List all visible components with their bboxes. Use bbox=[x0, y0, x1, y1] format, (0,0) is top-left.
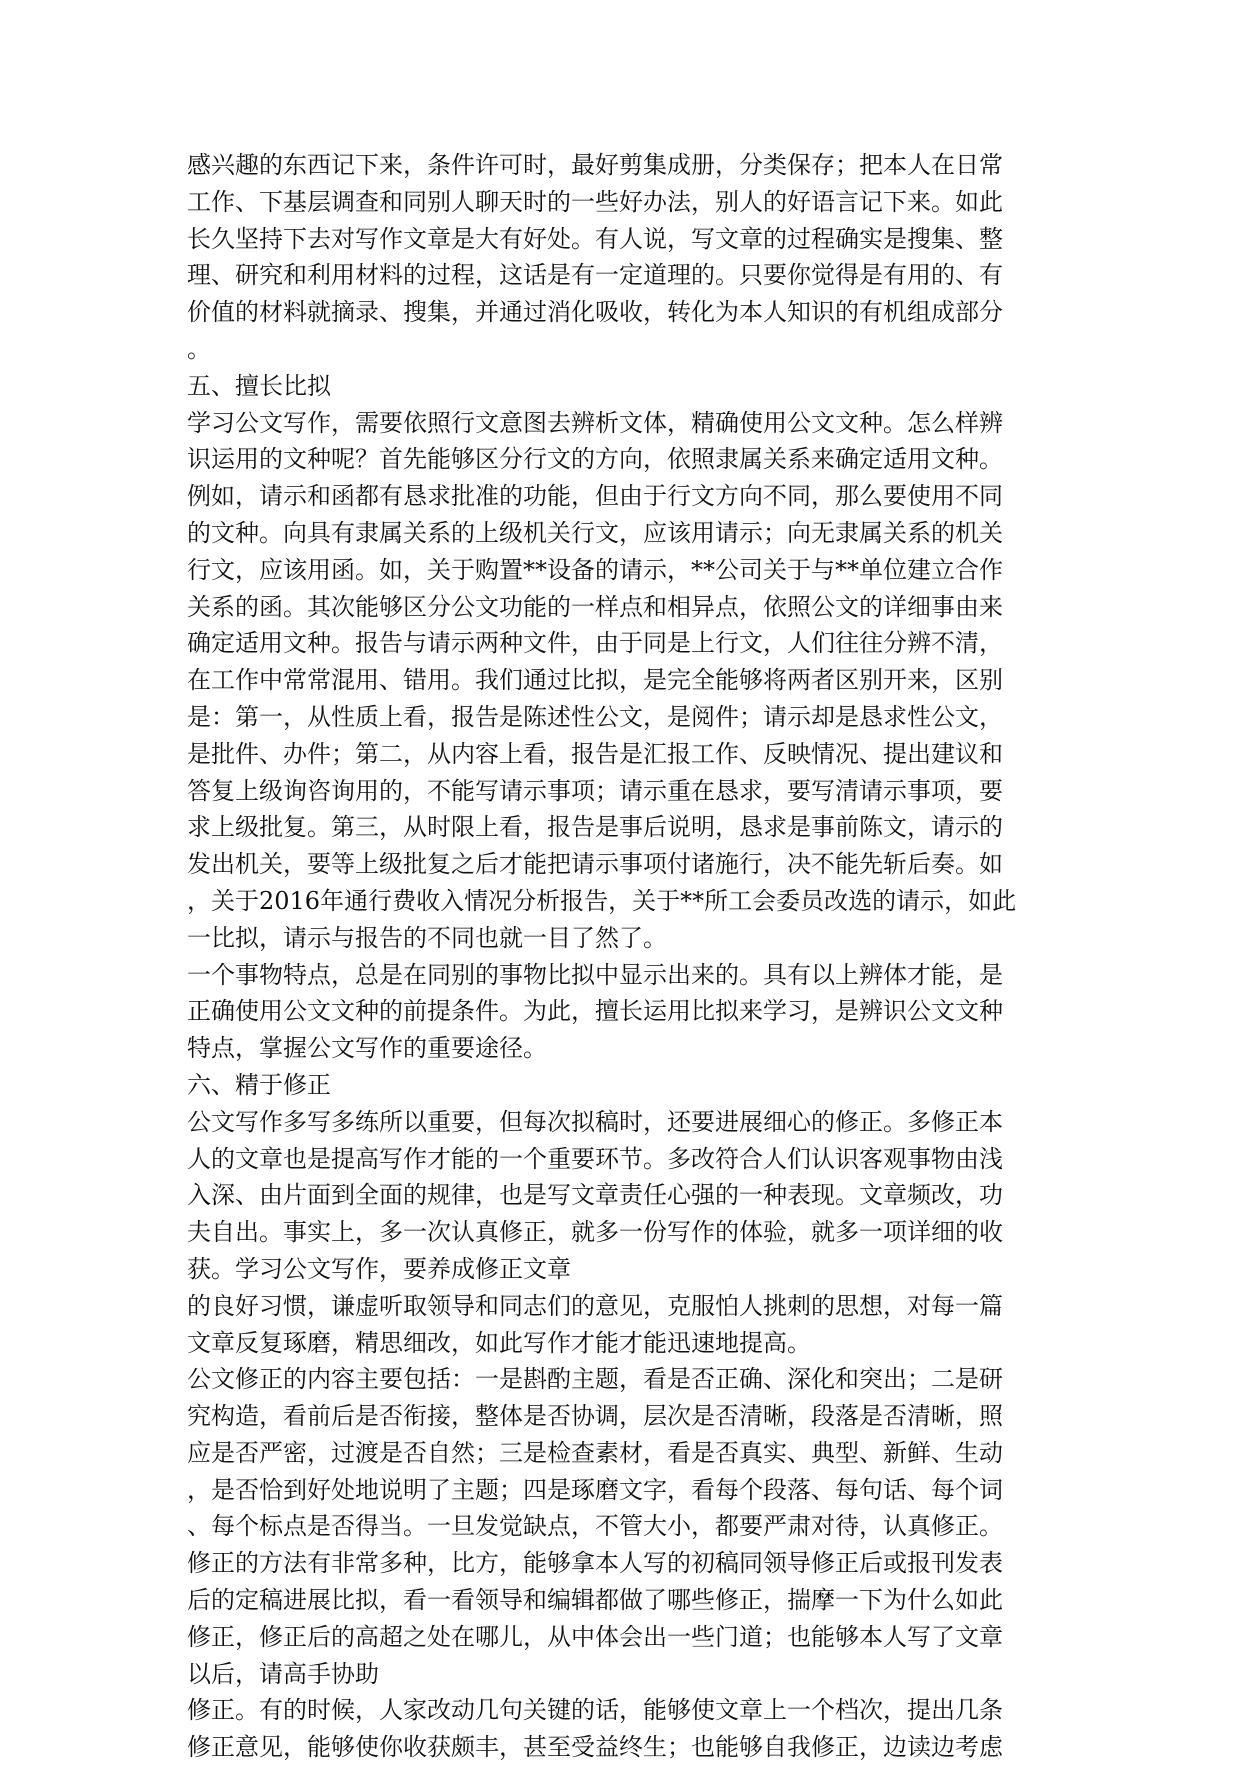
text-line: 修正，修正后的高超之处在哪儿，从中体会出一些门道；也能够本人写了文章 bbox=[187, 1622, 1003, 1651]
text-line: 入深、由片面到全面的规律，也是写文章责任心强的一种表现。文章频改，功 bbox=[187, 1181, 1003, 1210]
text-line: 识运用的文种呢？首先能够区分行文的方向，依照隶属关系来确定适用文种。 bbox=[187, 445, 1003, 474]
text-line: 五、擅长比拟 bbox=[187, 371, 331, 400]
text-line: 正确使用公文文种的前提条件。为此，擅长运用比拟来学习，是辨识公文文种 bbox=[187, 997, 1003, 1026]
text-line: 理、研究和利用材料的过程，这话是有一定道理的。只要你觉得是有用的、有 bbox=[187, 261, 1003, 290]
text-line: 究构造，看前后是否衔接，整体是否协调，层次是否清晰，段落是否清晰，照 bbox=[187, 1402, 1003, 1431]
text-line: 的良好习惯，谦虚听取领导和同志们的意见，克服怕人挑刺的思想，对每一篇 bbox=[187, 1291, 1003, 1320]
text-line: ，是否恰到好处地说明了主题；四是琢磨文字，看每个段落、每句话、每个词 bbox=[187, 1475, 1003, 1504]
text-line: 是批件、办件；第二，从内容上看，报告是汇报工作、反映情况、提出建议和 bbox=[187, 739, 1003, 768]
text-line: 确定适用文种。报告与请示两种文件，由于同是上行文，人们往往分辨不清， bbox=[187, 629, 1003, 658]
text-line: 修正的方法有非常多种，比方，能够拿本人写的初稿同领导修正后或报刊发表 bbox=[187, 1549, 1003, 1578]
text-line: 价值的材料就摘录、搜集，并通过消化吸收，转化为本人知识的有机组成部分 bbox=[187, 298, 1003, 327]
text-line: 、每个标点是否得当。一旦发觉缺点，不管大小，都要严肃对待，认真修正。 bbox=[187, 1512, 1003, 1541]
text-line: 夫自出。事实上，多一次认真修正，就多一份写作的体验，就多一项详细的收 bbox=[187, 1218, 1003, 1247]
text-line: 工作、下基层调查和同别人聊天时的一些好办法，别人的好语言记下来。如此 bbox=[187, 187, 1003, 216]
text-line: 公文修正的内容主要包括：一是斟酌主题，看是否正确、深化和突出；二是研 bbox=[187, 1365, 1003, 1394]
text-line: 长久坚持下去对写作文章是大有好处。有人说，写文章的过程确实是搜集、整 bbox=[187, 224, 1003, 253]
text-line: 应是否严密，过渡是否自然；三是检查素材，看是否真实、典型、新鲜、生动 bbox=[187, 1438, 1003, 1467]
text-line: 求上级批复。第三，从时限上看，报告是事后说明，恳求是事前陈文，请示的 bbox=[187, 813, 1003, 842]
text-line: 。 bbox=[187, 334, 211, 363]
text-line: 答复上级询咨询用的，不能写请示事项；请示重在恳求，要写清请示事项，要 bbox=[187, 776, 1003, 805]
text-line: 的文种。向具有隶属关系的上级机关行文，应该用请示；向无隶属关系的机关 bbox=[187, 518, 1003, 547]
text-line: 一个事物特点，总是在同别的事物比拟中显示出来的。具有以上辨体才能，是 bbox=[187, 960, 1003, 989]
text-line: ，关于2016年通行费收入情况分析报告，关于**所工会委员改选的请示，如此 bbox=[187, 886, 1017, 915]
body-text bbox=[187, 147, 1067, 1766]
text-line: 在工作中常常混用、错用。我们通过比拟，是完全能够将两者区别开来，区别 bbox=[187, 666, 1003, 695]
text-line: 以后，请高手协助 bbox=[187, 1659, 379, 1688]
text-line: 特点，掌握公文写作的重要途径。 bbox=[187, 1034, 547, 1063]
text-line: 后的定稿进展比拟，看一看领导和编辑都做了哪些修正，揣摩一下为什么如此 bbox=[187, 1586, 1003, 1615]
text-line: 修正意见，能够使你收获颇丰，甚至受益终生；也能够自我修正，边读边考虑 bbox=[187, 1733, 1003, 1762]
text-line: 发出机关，要等上级批复之后才能把请示事项付诸施行，决不能先斩后奏。如 bbox=[187, 850, 1003, 879]
text-line: 例如，请示和函都有恳求批准的功能，但由于行文方向不同，那么要使用不同 bbox=[187, 482, 1003, 511]
text-line: 修正。有的时候，人家改动几句关键的话，能够使文章上一个档次，提出几条 bbox=[187, 1696, 1003, 1725]
text-line: 文章反复琢磨，精思细改，如此写作才能才能迅速地提高。 bbox=[187, 1328, 811, 1357]
text-line: 是：第一，从性质上看，报告是陈述性公文，是阅件；请示却是恳求性公文， bbox=[187, 702, 1003, 731]
text-line: 获。学习公文写作，要养成修正文章 bbox=[187, 1254, 571, 1283]
text-line: 学习公文写作，需要依照行文意图去辨析文体，精确使用公文文种。怎么样辨 bbox=[187, 408, 1003, 437]
text-line: 一比拟，请示与报告的不同也就一目了然了。 bbox=[187, 923, 667, 952]
text-line: 行文，应该用函。如，关于购置**设备的请示，**公司关于与**单位建立合作 bbox=[187, 555, 1003, 584]
text-line: 公文写作多写多练所以重要，但每次拟稿时，还要进展细心的修正。多修正本 bbox=[187, 1107, 1003, 1136]
text-line: 感兴趣的东西记下来，条件许可时，最好剪集成册，分类保存；把本人在日常 bbox=[187, 151, 1003, 179]
text-line: 关系的函。其次能够区分公文功能的一样点和相异点，依照公文的详细事由来 bbox=[187, 592, 1003, 621]
text-line: 人的文章也是提高写作才能的一个重要环节。多改符合人们认识客观事物由浅 bbox=[187, 1144, 1003, 1173]
text-line: 六、精于修正 bbox=[187, 1070, 331, 1099]
